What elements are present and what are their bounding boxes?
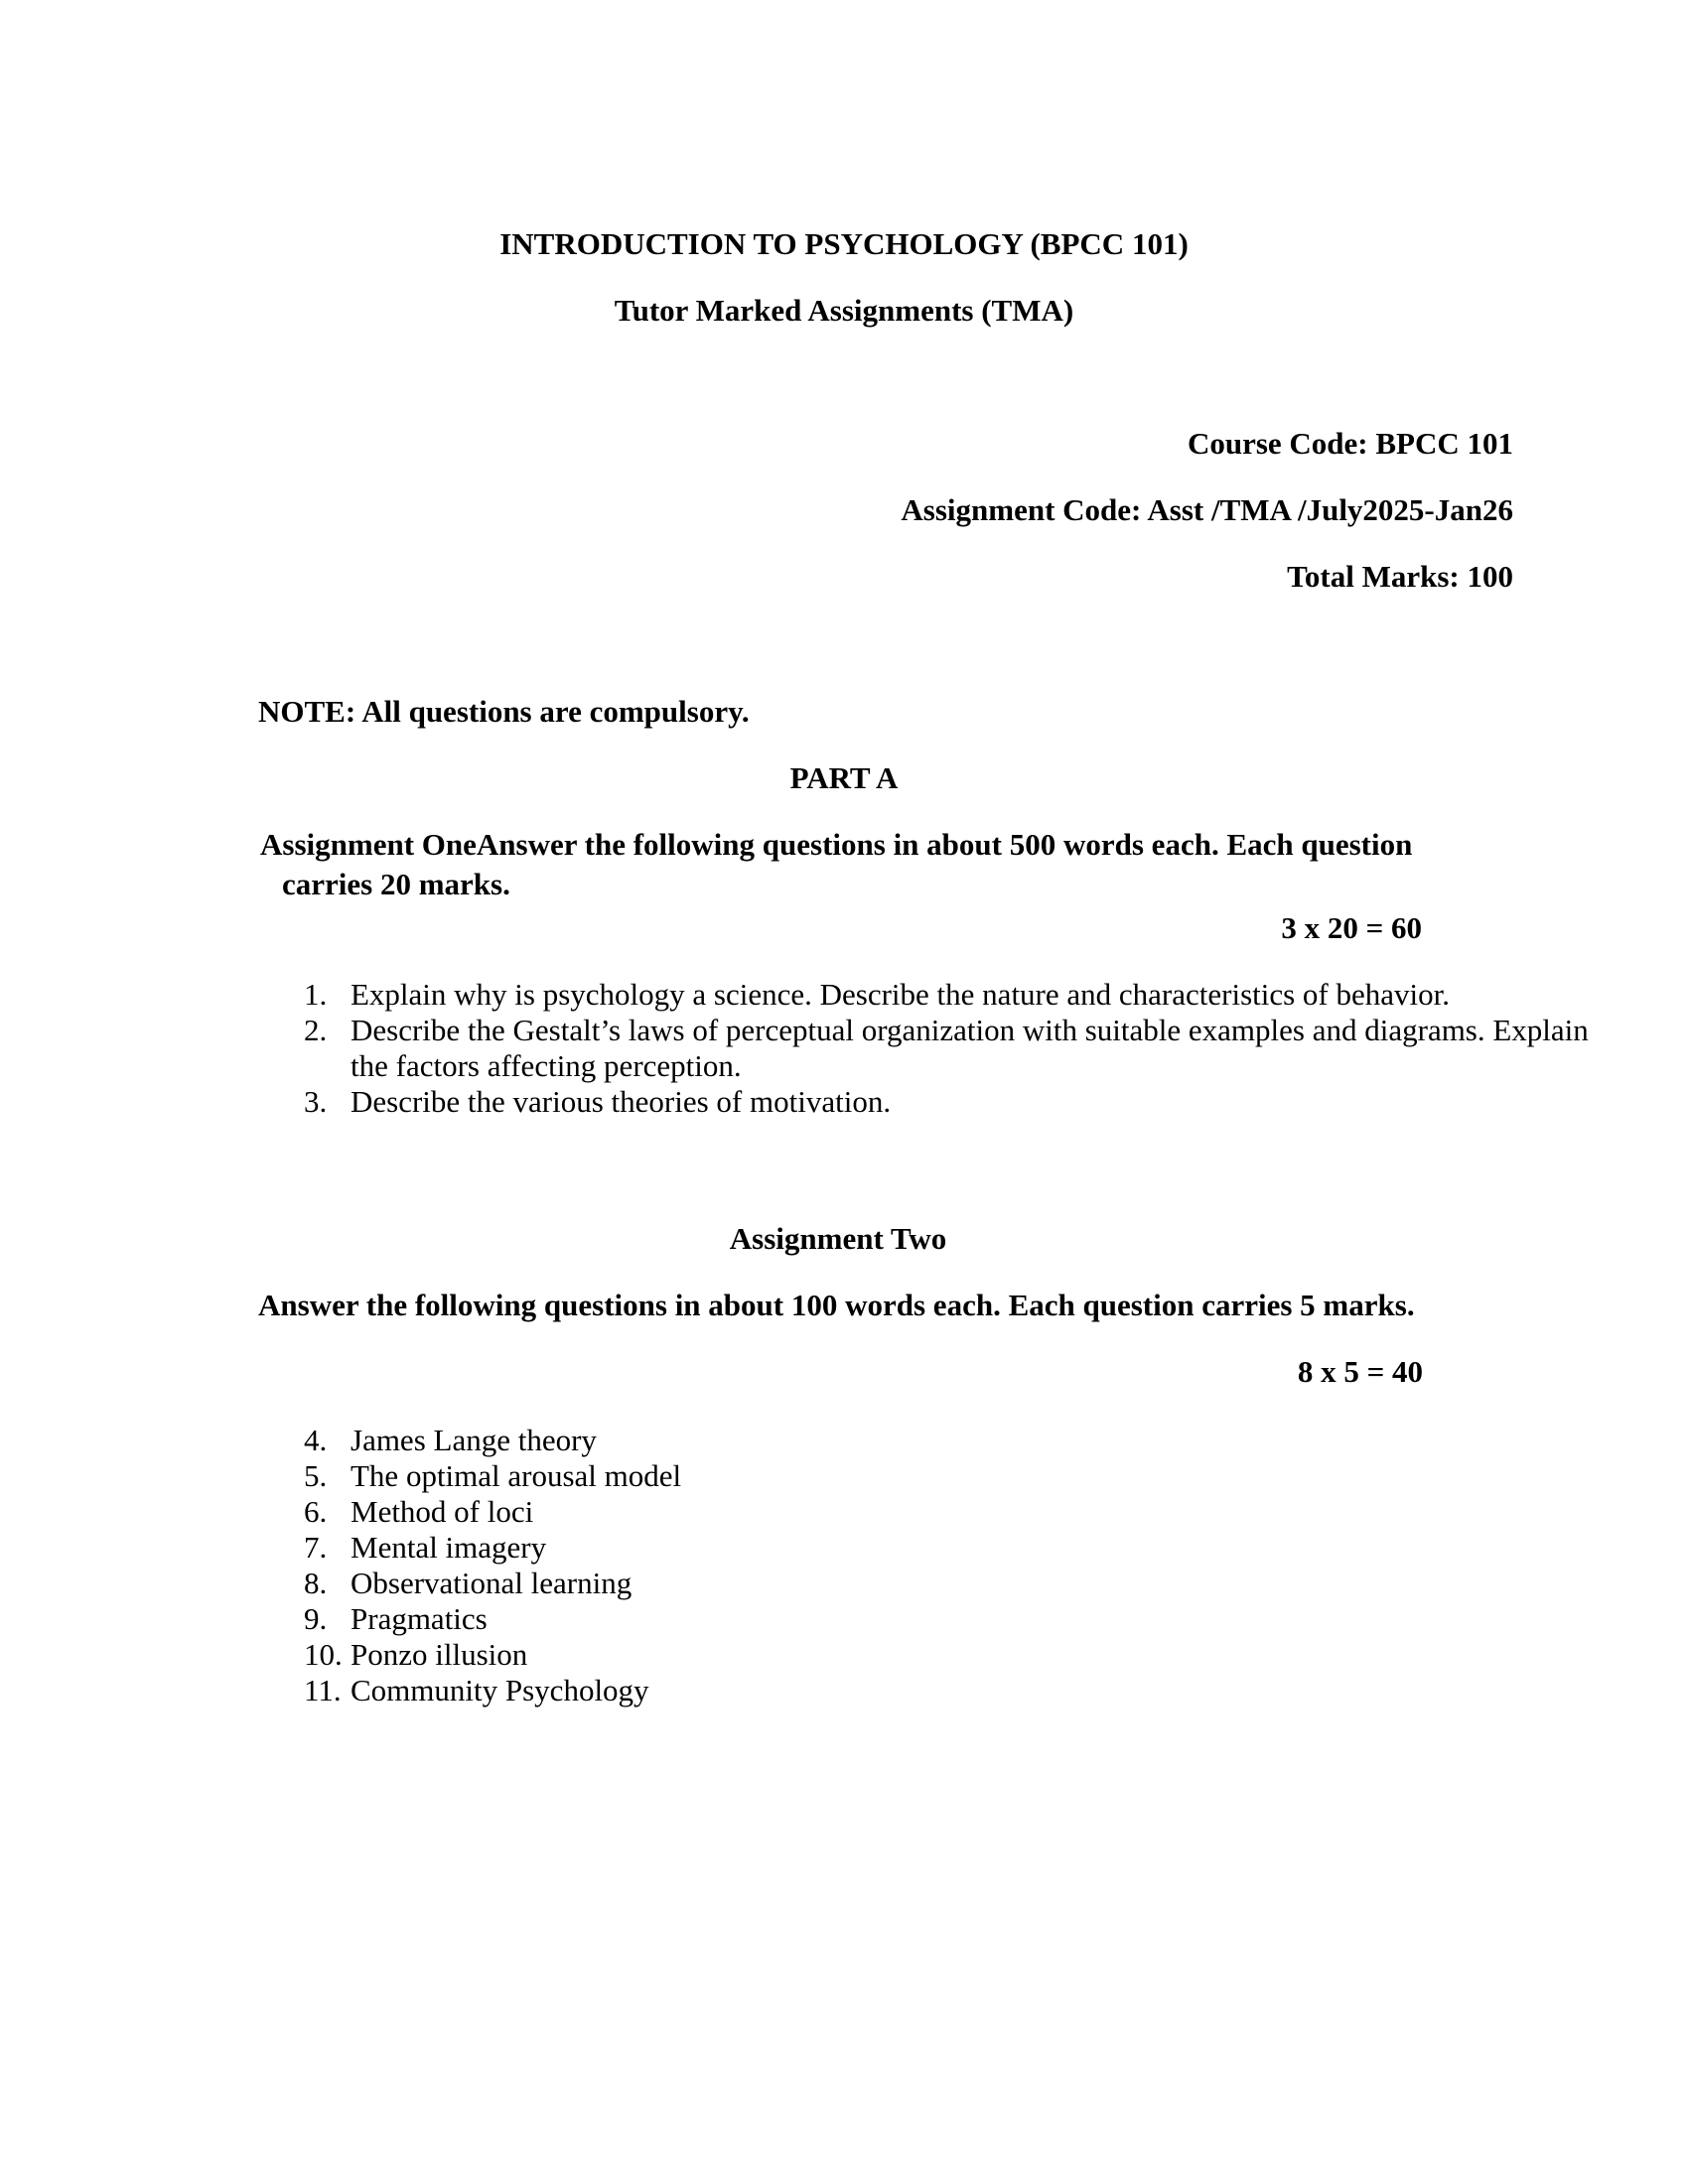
question-text: Mental imagery bbox=[351, 1530, 547, 1565]
question-number: 3. bbox=[304, 1084, 328, 1119]
question-text: Community Psychology bbox=[351, 1673, 649, 1707]
question-text: Observational learning bbox=[351, 1566, 633, 1600]
question-text: James Lange theory bbox=[351, 1423, 597, 1457]
question-number: 5. bbox=[304, 1458, 328, 1493]
question-number: 11. bbox=[304, 1673, 342, 1707]
question-item bbox=[304, 1013, 1674, 1084]
course-code: Course Code: BPCC 101 bbox=[1187, 426, 1513, 461]
document-subtitle: Tutor Marked Assignments (TMA) bbox=[614, 293, 1074, 328]
assignment-one-instruction-cont: carries 20 marks. bbox=[282, 867, 510, 901]
assignment-two-instruction: Answer the following questions in about 100 words each. Each question carries 5 marks. bbox=[258, 1288, 1415, 1322]
part-a-heading: PART A bbox=[789, 760, 899, 795]
question-item bbox=[304, 1566, 1098, 1601]
question-text: Ponzo illusion bbox=[351, 1637, 528, 1672]
assignment-code: Assignment Code: Asst /TMA /July2025-Jan26 bbox=[901, 492, 1513, 527]
question-item bbox=[304, 1494, 1098, 1530]
question-item bbox=[304, 1458, 1098, 1494]
question-text: Describe the various theories of motivation. bbox=[351, 1084, 892, 1119]
question-text: The optimal arousal model bbox=[351, 1458, 682, 1493]
question-item bbox=[304, 977, 1674, 1013]
question-item bbox=[304, 1673, 1098, 1708]
question-number: 4. bbox=[304, 1423, 328, 1457]
assignment-two-questions bbox=[304, 1423, 1098, 1708]
assignment-one-instruction: Assignment OneAnswer the following questions in about 500 words each. Each question bbox=[260, 827, 1413, 862]
question-number: 10. bbox=[304, 1637, 343, 1672]
question-item bbox=[304, 1601, 1098, 1637]
question-text: Explain why is psychology a science. Describe the nature and characteristics of behavior. bbox=[351, 977, 1450, 1012]
question-item bbox=[304, 1423, 1098, 1458]
question-text-cont: the factors affecting perception. bbox=[351, 1048, 742, 1083]
question-number: 7. bbox=[304, 1530, 328, 1565]
assignment-one-questions bbox=[304, 977, 1674, 1120]
question-number: 2. bbox=[304, 1013, 328, 1047]
compulsory-note: NOTE: All questions are compulsory. bbox=[258, 694, 750, 729]
question-number: 8. bbox=[304, 1566, 328, 1600]
question-text: Pragmatics bbox=[351, 1601, 488, 1636]
question-text: Describe the Gestalt’s laws of perceptual organization with suitable examples and diagrams. Explain bbox=[351, 1013, 1589, 1047]
question-text: Method of loci bbox=[351, 1494, 534, 1529]
question-item bbox=[304, 1530, 1098, 1566]
question-number: 6. bbox=[304, 1494, 328, 1529]
question-item bbox=[304, 1637, 1098, 1673]
question-number: 9. bbox=[304, 1601, 328, 1636]
total-marks: Total Marks: 100 bbox=[1287, 559, 1513, 594]
assignment-two-heading: Assignment Two bbox=[729, 1221, 947, 1256]
assignment-one-marks: 3 x 20 = 60 bbox=[1281, 910, 1422, 945]
question-item bbox=[304, 1084, 1674, 1120]
assignment-two-marks: 8 x 5 = 40 bbox=[1297, 1354, 1423, 1389]
question-number: 1. bbox=[304, 977, 328, 1012]
document-title: INTRODUCTION TO PSYCHOLOGY (BPCC 101) bbox=[499, 226, 1189, 261]
